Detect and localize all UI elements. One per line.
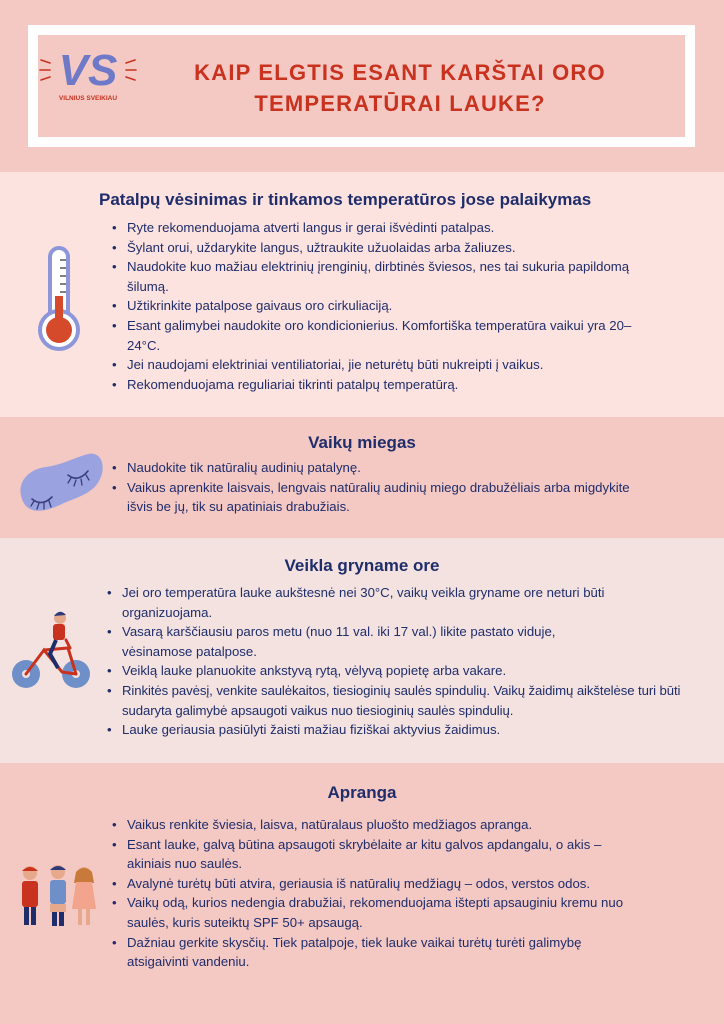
page-title-line-2: TEMPERATŪRAI LAUKE? xyxy=(254,91,546,116)
list-item: • Vaikus renkite šviesia, laisva, natūralaus pluošto medžiagos apranga. xyxy=(112,815,672,835)
vilnius-sveikiau-logo xyxy=(38,43,138,105)
section-list xyxy=(112,218,672,394)
list-item: • Esant galimybei naudokite oro kondicionierius. Komfortiška temperatūra vaikui yra 20–24°C. xyxy=(112,316,632,355)
children-icon xyxy=(10,863,106,931)
page-title xyxy=(150,57,650,119)
list-item: • Naudokite kuo mažiau elektrinių įrenginių, dirbtinės šviesos, nes tai sukuria papildomą šilumą. xyxy=(112,257,632,296)
list-item: • Rekomenduojama reguliariai tikrinti patalpų temperatūrą. xyxy=(112,375,672,395)
list-item: • Esant lauke, galvą būtina apsaugoti skrybėlaite ar kitu galvos apdangalu, o akis – akiniais nuo saulės. xyxy=(112,835,617,874)
section-outdoor-activity xyxy=(0,538,724,763)
logo-caption: VILNIUS SVEIKIAU xyxy=(58,95,118,102)
section-title: Apranga xyxy=(327,783,397,802)
section-title: Patalpų vėsinimas ir tinkamos temperatūros jose palaikymas xyxy=(99,190,592,209)
list-item: • Vaikus aprenkite laisvais, lengvais natūralių audinių miego drabužėliais arba migdykite išvis be jų, tik su apatiniais drabužiais. xyxy=(112,478,642,517)
section-room-cooling xyxy=(0,172,724,417)
list-item: • Užtikrinkite patalpose gaivaus oro cirkuliaciją. xyxy=(112,296,672,316)
header-banner xyxy=(0,0,724,172)
section-list xyxy=(107,583,707,740)
list-item: • Avalynė turėtų būti atvira, geriausia iš natūralių medžiagų – odos, verstos odos. xyxy=(112,874,672,894)
list-item: • Dažniau gerkite skysčių. Tiek patalpoje, tiek lauke vaikai turėtų turėti galimybę atsigaivinti vandeniu. xyxy=(112,933,607,972)
list-item: • Jei naudojami elektriniai ventiliatoriai, jie neturėtų būti nukreipti į vaikus. xyxy=(112,355,672,375)
logo-letters: VS xyxy=(58,46,118,95)
section-list xyxy=(112,815,672,972)
thermometer-icon xyxy=(38,246,82,354)
list-item: • Vaikų odą, kurios nedengia drabužiai, rekomenduojama ištepti apsauginiu kremu nuo saulės, kuris suteiktų SPF 50+ apsaugą. xyxy=(112,893,632,932)
list-item: • Naudokite tik natūralių audinių patalynę. xyxy=(112,458,652,478)
section-clothing xyxy=(0,763,724,1024)
list-item: • Veiklą lauke planuokite ankstyvą rytą, vėlyvą popietę arba vakare. xyxy=(107,661,707,681)
section-child-sleep xyxy=(0,417,724,538)
list-item: • Rinkitės pavėsį, venkite saulėkaitos, tiesioginių saulės spindulių. Vaikų žaidimų aikštelėse turi būti sudaryta galimybė apsaugoti vaikus nuo tiesioginių saulės spindulių. xyxy=(107,681,702,720)
list-item: • Jei oro temperatūra lauke aukštesnė nei 30°C, vaikų veikla gryname ore neturi būti organizuojama. xyxy=(107,583,607,622)
sleep-mask-icon xyxy=(16,449,106,521)
section-list xyxy=(112,458,652,517)
cyclist-icon xyxy=(10,610,100,698)
page-title-line-1: KAIP ELGTIS ESANT KARŠTAI ORO xyxy=(194,60,606,85)
list-item: • Vasarą karščiausiu paros metu (nuo 11 val. iki 17 val.) likite pastato viduje, vėsinamose patalpose. xyxy=(107,622,607,661)
section-title: Veikla gryname ore xyxy=(284,556,440,575)
list-item: • Ryte rekomenduojama atverti langus ir gerai išvėdinti patalpas. xyxy=(112,218,672,238)
list-item: • Lauke geriausia pasiūlyti žaisti mažiau fiziškai aktyvius žaidimus. xyxy=(107,720,707,740)
list-item: • Šylant orui, uždarykite langus, užtraukite užuolaidas arba žaliuzes. xyxy=(112,238,672,258)
section-title: Vaikų miegas xyxy=(308,433,416,452)
